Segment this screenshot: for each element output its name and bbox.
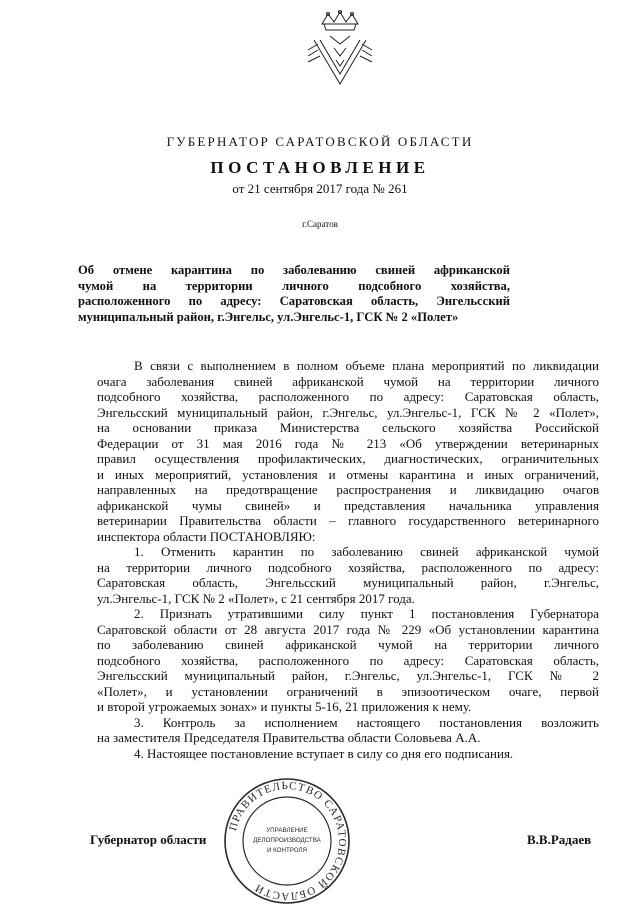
item-3-line: 3. Контроль за исполнением настоящего постановления возложить [134, 714, 599, 730]
preamble-line: В связи с выполнением в полном объеме плана мероприятий по ликвидации [134, 358, 599, 373]
place-of-issue: г.Саратов [302, 219, 338, 229]
document-date-number: от 21 сентября 2017 года № 261 [232, 181, 408, 196]
item-2-line: Энгельсский муниципальный район, г.Энгельс, ул.Энгельс-1, ГСК № 2 [97, 668, 599, 683]
seal-ring-text: ПРАВИТЕЛЬСТВО САРАТОВСКОЙ ОБЛАСТИ [227, 779, 349, 903]
seal-center-line: ДЕЛОПРОИЗВОДСТВА [253, 837, 321, 844]
item-4-line: 4. Настоящее постановление вступает в силу со дня его подписания. [134, 745, 514, 761]
preamble-line: ветеринарии Правительства области – главного государственного ветеринарного [97, 513, 599, 528]
item-3-line: на заместителя Председателя Правительства области Соловьева А.А. [97, 730, 481, 745]
preamble-line: африканской чумы свиней» и представления начальника управления [97, 497, 599, 513]
item-2-line: и второй угрожаемых зонах» и пункты 5-16, 21 приложения к нему. [97, 699, 472, 714]
official-seal-stamp [222, 776, 352, 906]
subject-line: чумой на территории личного подсобного хозяйства, [78, 278, 510, 293]
subject-line: муниципальный район, г.Энгельс, ул.Энгельс-1, ГСК № 2 «Полет» [78, 309, 459, 324]
item-1-line: на территории личного подсобного хозяйства, расположенного по адресу: [97, 559, 599, 575]
preamble-line: на основании приказа Министерства сельского хозяйства Российской [97, 420, 599, 435]
preamble-line: Энгельсский муниципальный район, г.Энгельс, ул.Энгельс-1, ГСК № 2 «Полет», [97, 404, 599, 420]
regional-emblem-icon [300, 10, 380, 88]
item-1-line: Саратовская область, Энгельсский муниципальный район, г.Энгельс, [97, 575, 599, 590]
preamble-line: очага заболевания свиней африканской чумой на территории личного [97, 373, 599, 389]
item-2-line: 2. Признать утратившими силу пункт 1 постановления Губернатора [134, 606, 599, 621]
preamble-line: Федерации от 31 мая 2016 года № 213 «Об утверждении ветеринарных [97, 435, 599, 451]
seal-center-line: УПРАВЛЕНИЕ [266, 827, 308, 834]
item-2-line: Саратовской области от 28 августа 2017 года № 229 «Об установлении карантина [97, 621, 599, 637]
subject-line: Об отмене карантина по заболеванию свиней африканской [78, 263, 510, 277]
item-2-line: «Полет», и установлении ограничений в эпизоотическом очаге, первой [97, 683, 599, 699]
document-body [97, 358, 599, 761]
document-type-title: ПОСТАНОВЛЕНИЕ [210, 158, 430, 177]
preamble-line: инспектора области ПОСТАНОВЛЯЮ: [97, 528, 316, 544]
preamble-line: и иных мероприятий, установления и отмены карантина и иных ограничений, [97, 466, 599, 482]
subject-line: расположенного по адресу: Саратовская область, Энгельсский [78, 294, 510, 309]
signer-name: В.В.Радаев [527, 832, 592, 847]
preamble-line: направленных на предотвращение распространения и ликвидацию очагов [97, 482, 599, 497]
preamble-line: правил осуществления профилактических, диагностических, ограничительных [97, 451, 599, 466]
item-2-line: по заболеванию свиней африканской чумой на территории личного [97, 637, 599, 652]
document-subject [78, 263, 510, 325]
item-1-line: ул.Энгельс-1, ГСК № 2 «Полет», с 21 сентября 2017 года. [97, 590, 415, 606]
item-1-line: 1. Отменить карантин по заболеванию свиней африканской чумой [134, 544, 599, 559]
issuer-heading: ГУБЕРНАТОР САРАТОВСКОЙ ОБЛАСТИ [166, 134, 474, 149]
item-2-line: подсобного хозяйства, расположенного по адресу: Саратовская область, [97, 652, 599, 668]
seal-center-line: И КОНТРОЛЯ [266, 847, 308, 854]
preamble-line: подсобного хозяйства, расположенного по адресу: Саратовская область, [97, 389, 599, 404]
signer-title: Губернатор области [90, 832, 207, 847]
